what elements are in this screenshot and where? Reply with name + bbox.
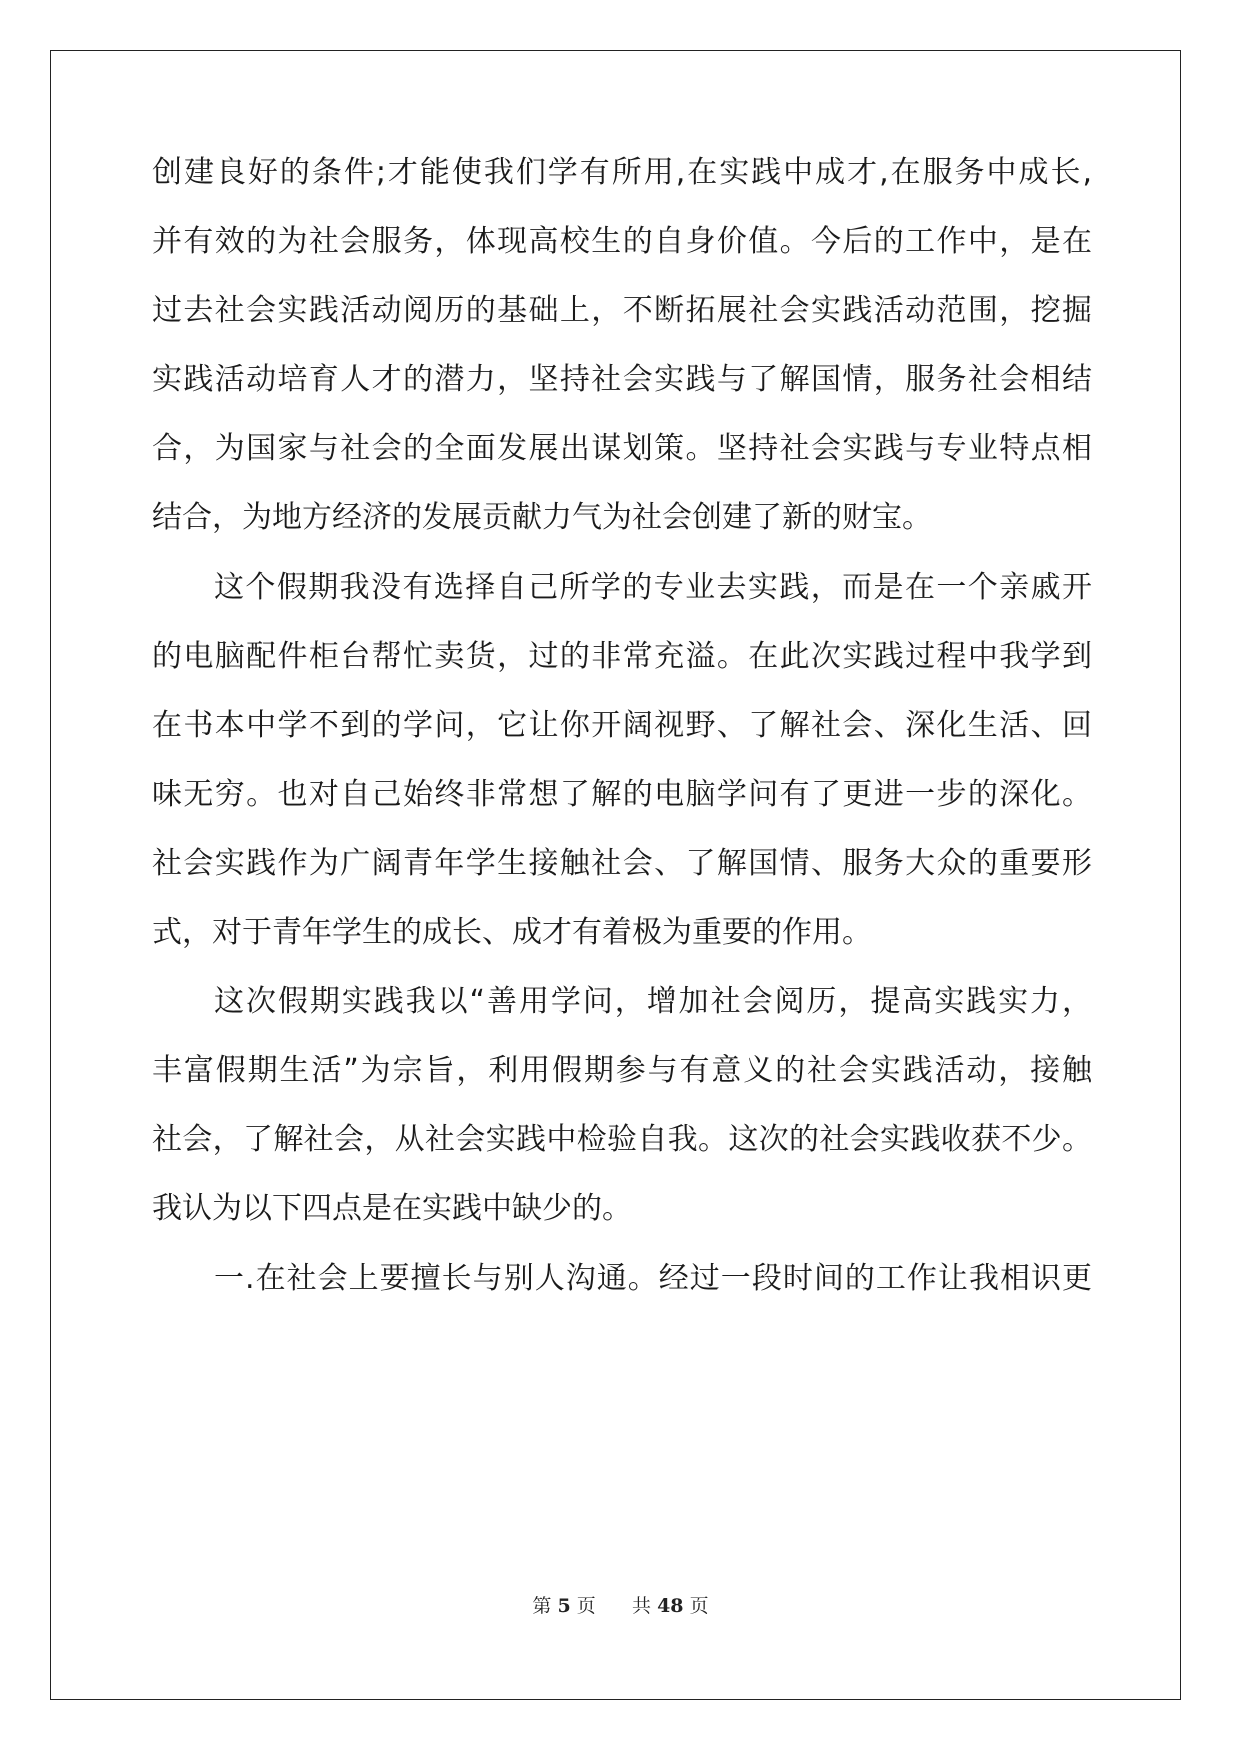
- text-line: 味无穷。也对自己始终非常想了解的电脑学问有了更进一步的深化。: [152, 777, 1092, 812]
- footer-page-suffix: 页: [576, 1595, 596, 1617]
- paragraph-first-line: 这次假期实践我以“善用学问，增加社会阅历，提高实践实力，: [214, 984, 1092, 1019]
- text-line: 丰富假期生活”为宗旨，利用假期参与有意义的社会实践活动，接触: [152, 1053, 1092, 1088]
- total-pages: 48: [657, 1595, 684, 1617]
- text-line: 并有效的为社会服务，体现高校生的自身价值。今后的工作中，是在: [152, 224, 1092, 259]
- footer-total-prefix: 共: [632, 1595, 652, 1617]
- footer-prefix: 第: [532, 1595, 552, 1617]
- text-line: 合，为国家与社会的全面发展出谋划策。坚持社会实践与专业特点相: [152, 431, 1092, 466]
- page-footer: [0, 1593, 1241, 1619]
- text-line: 社会，了解社会，从社会实践中检验自我。这次的社会实践收获不少。: [152, 1122, 1092, 1157]
- footer-total-suffix: 页: [689, 1595, 709, 1617]
- page-number: 5: [557, 1595, 571, 1617]
- text-line: 在书本中学不到的学问，它让你开阔视野、了解社会、深化生活、回: [152, 708, 1092, 743]
- text-line: 社会实践作为广阔青年学生接触社会、了解国情、服务大众的重要形: [152, 846, 1092, 881]
- paragraph-first-line: 这个假期我没有选择自己所学的专业去实践，而是在一个亲戚开: [214, 570, 1092, 605]
- text-line: 实践活动培育人才的潜力，坚持社会实践与了解国情，服务社会相结: [152, 362, 1092, 397]
- text-line: 我认为以下四点是在实践中缺少的。: [152, 1191, 632, 1226]
- text-line: 结合，为地方经济的发展贡献力气为社会创建了新的财宝。: [152, 500, 932, 535]
- text-line: 的电脑配件柜台帮忙卖货，过的非常充溢。在此次实践过程中我学到: [152, 639, 1092, 674]
- text-line: 过去社会实践活动阅历的基础上，不断拓展社会实践活动范围，挖掘: [152, 293, 1092, 328]
- text-line: 式，对于青年学生的成长、成才有着极为重要的作用。: [152, 915, 872, 950]
- text-line: 创建良好的条件;才能使我们学有所用,在实践中成才,在服务中成长,: [152, 155, 1092, 190]
- paragraph-first-line: 一.在社会上要擅长与别人沟通。经过一段时间的工作让我相识更: [214, 1261, 1092, 1296]
